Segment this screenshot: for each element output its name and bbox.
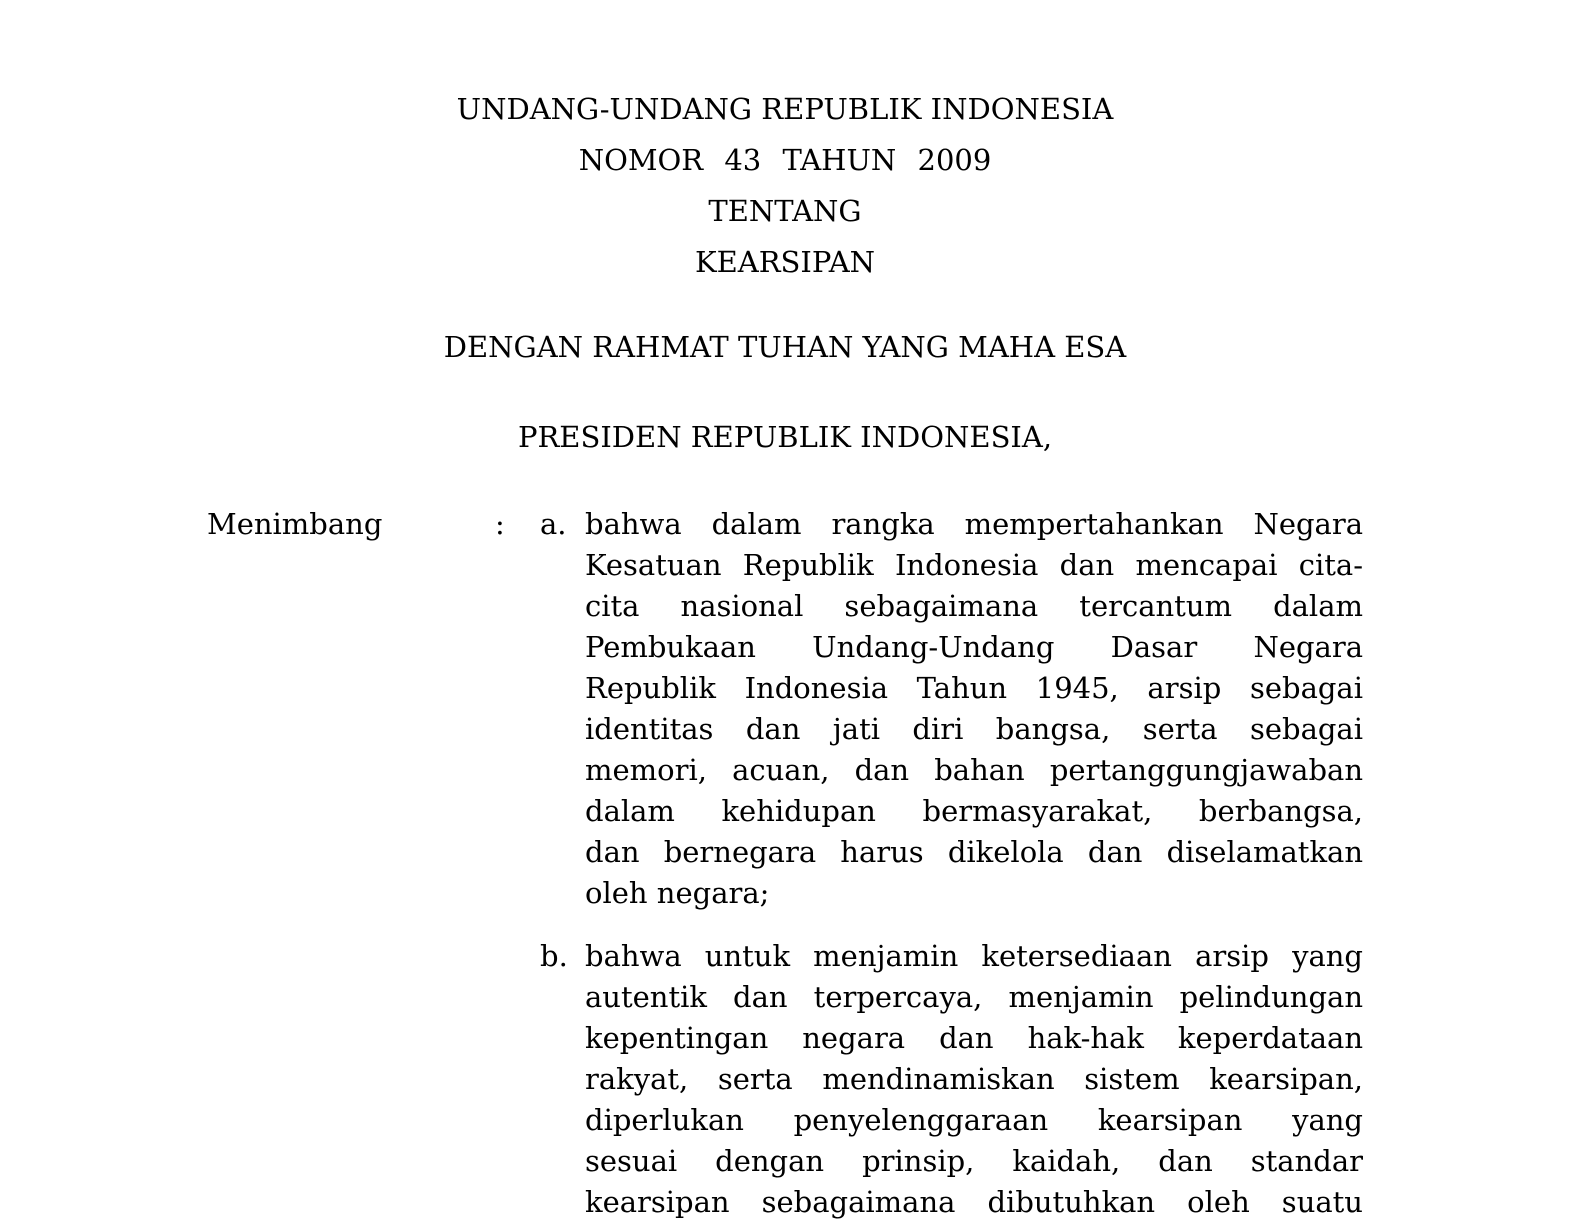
law-number-line: NOMOR 43 TAHUN 2009 bbox=[578, 143, 992, 177]
text-line: rakyat, serta mendinamiskan sistem kearsipan, bbox=[585, 1062, 1363, 1096]
colon-separator: : bbox=[495, 507, 505, 541]
text-line: dalam kehidupan bermasyarakat, berbangsa, bbox=[585, 794, 1363, 828]
text-line: Republik Indonesia Tahun 1945, arsip sebagai bbox=[585, 671, 1363, 705]
text-line: Kesatuan Republik Indonesia dan mencapai cita- bbox=[585, 548, 1363, 582]
consideration-paragraph bbox=[585, 936, 1363, 1223]
considering-section bbox=[207, 504, 1363, 1223]
item-marker: a. bbox=[540, 507, 567, 541]
text-line: bahwa untuk menjamin ketersediaan arsip yang bbox=[585, 939, 1363, 973]
text-line: sesuai dengan prinsip, kaidah, dan standar bbox=[585, 1144, 1363, 1178]
invocation-line: DENGAN RAHMAT TUHAN YANG MAHA ESA bbox=[443, 330, 1127, 364]
document-title-block bbox=[207, 84, 1363, 288]
law-subject: KEARSIPAN bbox=[694, 245, 876, 279]
text-line: memori, acuan, dan bahan pertanggungjawaban bbox=[585, 753, 1363, 787]
enacting-authority-line: PRESIDEN REPUBLIK INDONESIA, bbox=[517, 420, 1053, 454]
text-line: Pembukaan Undang-Undang Dasar Negara bbox=[585, 630, 1363, 664]
law-title-line: UNDANG-UNDANG REPUBLIK INDONESIA bbox=[456, 92, 1114, 126]
text-line: kearsipan sebagaimana dibutuhkan oleh suatu bbox=[585, 1185, 1363, 1219]
consideration-item-a bbox=[540, 504, 1363, 914]
consideration-paragraph bbox=[585, 504, 1363, 914]
text-line: autentik dan terpercaya, menjamin pelindungan bbox=[585, 980, 1363, 1014]
text-line: kepentingan negara dan hak-hak keperdataan bbox=[585, 1021, 1363, 1055]
item-marker: b. bbox=[540, 939, 568, 973]
law-about-marker: TENTANG bbox=[708, 194, 862, 228]
text-line: cita nasional sebagaimana tercantum dalam bbox=[585, 589, 1363, 623]
considering-label: Menimbang bbox=[207, 507, 383, 541]
text-line: identitas dan jati diri bangsa, serta sebagai bbox=[585, 712, 1363, 746]
text-line: oleh negara; bbox=[585, 876, 770, 910]
text-line: dan bernegara harus dikelola dan diselamatkan bbox=[585, 835, 1363, 869]
text-line: diperlukan penyelenggaraan kearsipan yang bbox=[585, 1103, 1363, 1137]
consideration-item-b bbox=[540, 936, 1363, 1223]
considering-items bbox=[540, 504, 1363, 1223]
text-line: bahwa dalam rangka mempertahankan Negara bbox=[585, 507, 1363, 541]
